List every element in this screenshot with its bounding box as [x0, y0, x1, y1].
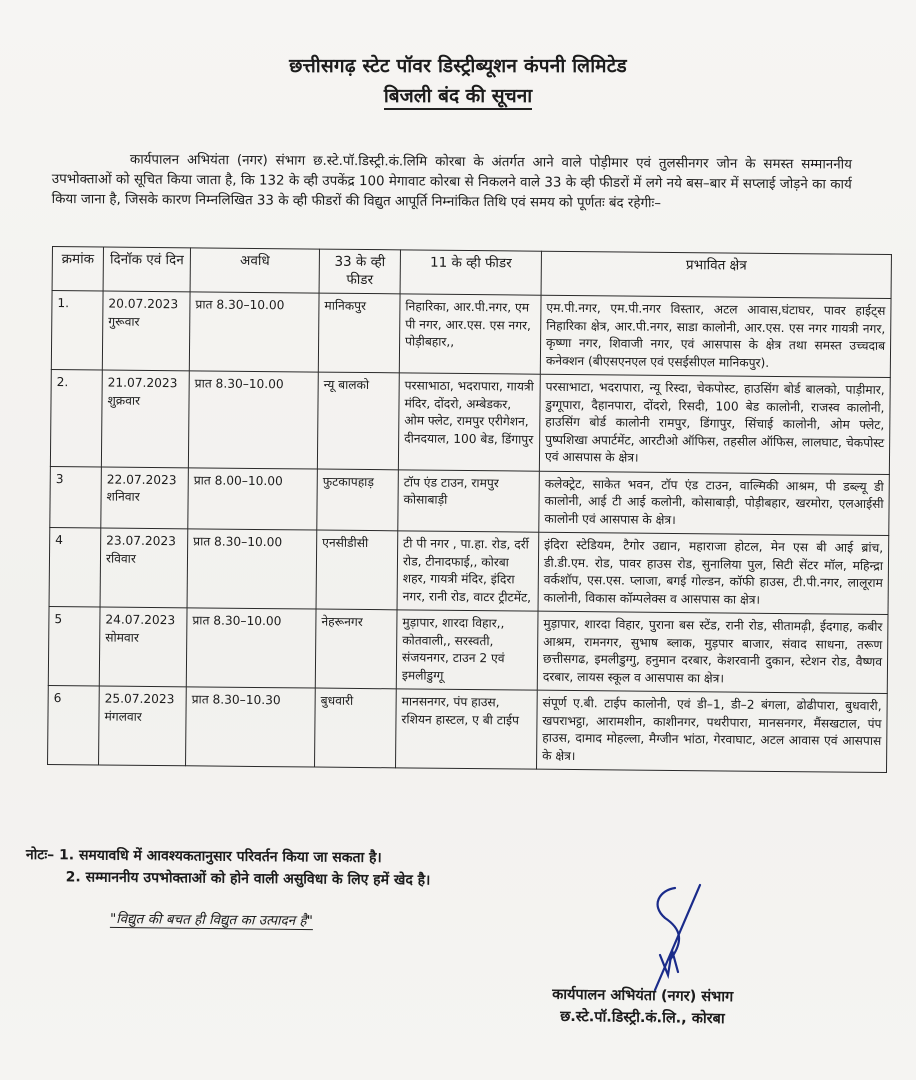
row-day: रविवार [105, 551, 136, 566]
cell-duration: प्रात 8.30–10.30 [186, 687, 316, 767]
cell-11kv-feeder: टॉप एंड टाउन, रामपुर कोसाबाड़ी [398, 469, 540, 532]
row-day: सोमवार [105, 630, 139, 645]
row-date: 25.07.2023 [104, 691, 175, 707]
cell-11kv-feeder: टी पी नगर , पा.हा. रोड, दर्री रोड, टीनादफाई,, कोरबा शहर, गायत्री मंदिर, इंदिरा नगर, रानी रोड, वाटर ट्रीटमेंट, [397, 531, 539, 611]
cell-date-day [101, 466, 189, 528]
cell-date-day [99, 607, 187, 687]
cell-date-day [102, 291, 190, 371]
cell-affected-area: मुड़ापार, शारदा विहार, पुराना बस स्टेंड, रानी रोड, सीतामढ़ी, ईदगाह, कबीर आश्रम, रामनगर, सुभाष ब्लाक, मुड़पार बाजार, संवाद साधना, तरूण छत्तीसगढ, इमलीडुग्गु, हनुमान दरबार, केशरवानी दुकान, स्टेशन रोड, वैष्णव दरबार, लायस स्कूल व आसपास का क्षेत्र। [537, 611, 888, 693]
note-item: 1. समयावधि में आवश्यकतानुसार परिवर्तन किया जा सकता है। [58, 847, 382, 867]
cell-date-day [99, 686, 187, 766]
notice-title [0, 82, 916, 108]
cell-duration: प्रात 8.30–10.00 [189, 292, 319, 372]
row-day: मंगलवार [104, 709, 142, 724]
table-row [50, 466, 890, 536]
cell-serial: 1. [51, 291, 103, 370]
cell-affected-area: एम.पी.नगर, एम.पी.नगर विस्तार, अटल आवास,घंटाघर, पावर हाईट्स निहारिका क्षेत्र, आर.पी.नगर, साडा कालोनी, आर.एस. एस नगर गायत्री नगर, कृष्णा नगर, शिवाजी नगर, एवं आसपास के क्षेत्र तथा समस्त उच्चदाब कनेक्शन (बीएसएनएल एवं एसईसीएल मानिकपुर). [540, 295, 891, 377]
cell-duration: प्रात 8.00–10.00 [188, 467, 318, 530]
signatory-designation: कार्यपालन अभियंता (नगर) संभाग [552, 986, 734, 1006]
cell-duration: प्रात 8.30–10.00 [186, 608, 316, 688]
company-name: छत्तीसगढ़ स्टेट पॉवर डिस्ट्रीब्यूशन कंपनी लिमिटेड [289, 55, 627, 77]
header-affected-area: प्रभावित क्षेत्र [541, 251, 891, 298]
notes-section [26, 844, 431, 892]
cell-serial: 6 [48, 685, 100, 764]
cell-serial: 3 [50, 466, 102, 528]
table-row [50, 369, 890, 474]
cell-11kv-feeder: मानसनगर, पंप हाउस, रशियन हास्टल, ए बी टाईप [396, 689, 538, 769]
cell-duration: प्रात 8.30–10.00 [187, 529, 317, 609]
outage-table [47, 246, 892, 773]
cell-serial: 4 [49, 527, 101, 606]
cell-affected-area: इंदिरा स्टेडियम, टैगोर उद्यान, महाराजा होटल, मेन एस बी आई ब्रांच, डी.डी.एम. रोड, पावर हाउस रोड, सुनालिया पुल, सिटी सेंटर मॉल, महिन्द्रा वर्कशॉप, एस.एस. प्लाजा, बगई गोल्डन, कॉफी हाउस, टी.पी.नगर, लालूराम कालोनी, विकास कॉम्पलेक्स व आसपास का क्षेत्र। [538, 532, 889, 614]
table-row [48, 606, 888, 693]
cell-affected-area: परसाभाटा, भदरापारा, न्यू रिस्दा, चेकपोस्ट, हाउसिंग बोर्ड बालको, पाड़ीमार, डुग्गूपारा, दैहानपारा, दोंदरो, रिसदी, 100 बेड कालोनी, राजस्व कालोनी, हाउसिंग बोर्ड कालोनी रामपुर, डिंगापुर, सिंचाई कालोनी, ओम फ्लेट, पुष्पशिखा अपार्टमेंट, आरटीओ ऑफिस, तहसील ऑफिस, लालघाट, चेकपोस्ट एवं आसपास के क्षेत्र। [539, 374, 890, 474]
header-serial: क्रमांक [52, 247, 103, 291]
cell-33kv-feeder: न्यू बालको [317, 372, 399, 469]
table-row [48, 685, 888, 772]
header-33kv-feeder: 33 के व्ही फीडर [319, 249, 400, 294]
cell-affected-area: संपूर्ण ए.बी. टाईप कालोनी, एवं डी–1, डी–2 बंगला, ढोढीपारा, बुधवारी, खपराभट्ठा, आरामशीन, काशीनगर, पथरीपारा, मानसनगर, मैंसखटाल, पंप हाउस, दामाद मोहल्ला, मैग्जीन भांठा, गेरवाघाट, अटल आवास एवं आसपास के क्षेत्र। [537, 690, 888, 772]
header-11kv-feeder: 11 के व्ही फीडर [400, 250, 541, 295]
cell-affected-area: कलेक्ट्रेट, साकेत भवन, टॉप एंड टाउन, वाल्मिकी आश्रम, पी डब्ल्यू डी कालोनी, आई टी आई कलोनी, कोसाबाड़ी, पोड़ीबहार, खरमोरा, एलआईसी कालोनी एवं आसपास के क्षेत्र। [539, 471, 890, 536]
row-date: 23.07.2023 [106, 533, 177, 549]
row-date: 20.07.2023 [108, 296, 179, 312]
header-date-day: दिनॉक एवं दिन [103, 247, 190, 292]
cell-11kv-feeder: मुड़ापार, शारदा विहार,, कोतवाली,, सरस्वती, संजयनगर, टाउन 2 एवं इमलीडुग्गू [396, 610, 538, 690]
cell-date-day [101, 370, 189, 467]
header-duration: अवधि [190, 248, 319, 293]
table-row [51, 291, 891, 378]
row-date: 22.07.2023 [106, 472, 177, 487]
cell-33kv-feeder: नेहरूनगर [315, 609, 397, 689]
signatory-block [552, 984, 734, 1031]
cell-serial: 5 [48, 606, 100, 685]
cell-33kv-feeder: मानिकपुर [318, 293, 400, 373]
slogan: "विद्युत की बचत ही विद्युत का उत्पादन है" [109, 910, 313, 930]
notes-label: नोटः– [25, 846, 55, 864]
cell-serial: 2. [50, 369, 102, 466]
table-row [49, 527, 889, 614]
notice-title-text: बिजली बंद की सूचना [384, 85, 532, 110]
intro-paragraph: कार्यपालन अभियंता (नगर) संभाग छ.स्टे.पॉ.डिस्ट्री.कं.लिमि कोरबा के अंतर्गत आने वाले पोड़ीमार एवं तुलसीनगर जोन के समस्त सम्माननीय उपभोक्ताओं को सूचित किया जाता है, कि 132 के व्ही उपकेंद्र 100 मेगावाट कोरबा से निकलने वाले 33 के व्ही फीडरों में लगे नये बस–बार में सप्लाई जोड़ने का कार्य किया जाना है, जिसके कारण निम्नलिखित 33 के व्ही फीडरों की विद्युत आपूर्ति निम्नांकित तिथि एवं समय को पूर्णतः बंद रहेगीः– [51, 152, 852, 212]
cell-11kv-feeder: निहारिका, आर.पी.नगर, एम पी नगर, आर.एस. एस नगर, पोड़ीबहार,, [399, 294, 541, 374]
cell-date-day [100, 528, 188, 608]
signatory-office: छ.स्टे.पॉ.डिस्ट्री.कं.लि., कोरबा [560, 1008, 725, 1028]
row-day: शनिवार [106, 489, 140, 504]
signature-icon [630, 880, 730, 1000]
cell-33kv-feeder: फुटकापहाड़ [317, 469, 399, 531]
cell-11kv-feeder: परसाभाठा, भदरापारा, गायत्री मंदिर, दोंदरो, अम्बेडकर, ओम फ्लेट, रामपुर एरीगेशन, दीनदयाल, 100 बेड, डिंगापुर [398, 373, 540, 471]
note-item: 2. सम्माननीय उपभोक्ताओं को होने वाली असुविधा के लिए हमें खेद है। [65, 869, 431, 889]
cell-duration: प्रात 8.30–10.00 [188, 371, 318, 469]
row-day: गुरूवार [108, 314, 140, 329]
row-date: 24.07.2023 [105, 612, 176, 628]
row-date: 21.07.2023 [107, 375, 178, 391]
cell-33kv-feeder: एनसीडीसी [316, 530, 398, 610]
row-day: शुक्रवार [107, 393, 141, 408]
cell-33kv-feeder: बुधवारी [315, 688, 397, 768]
